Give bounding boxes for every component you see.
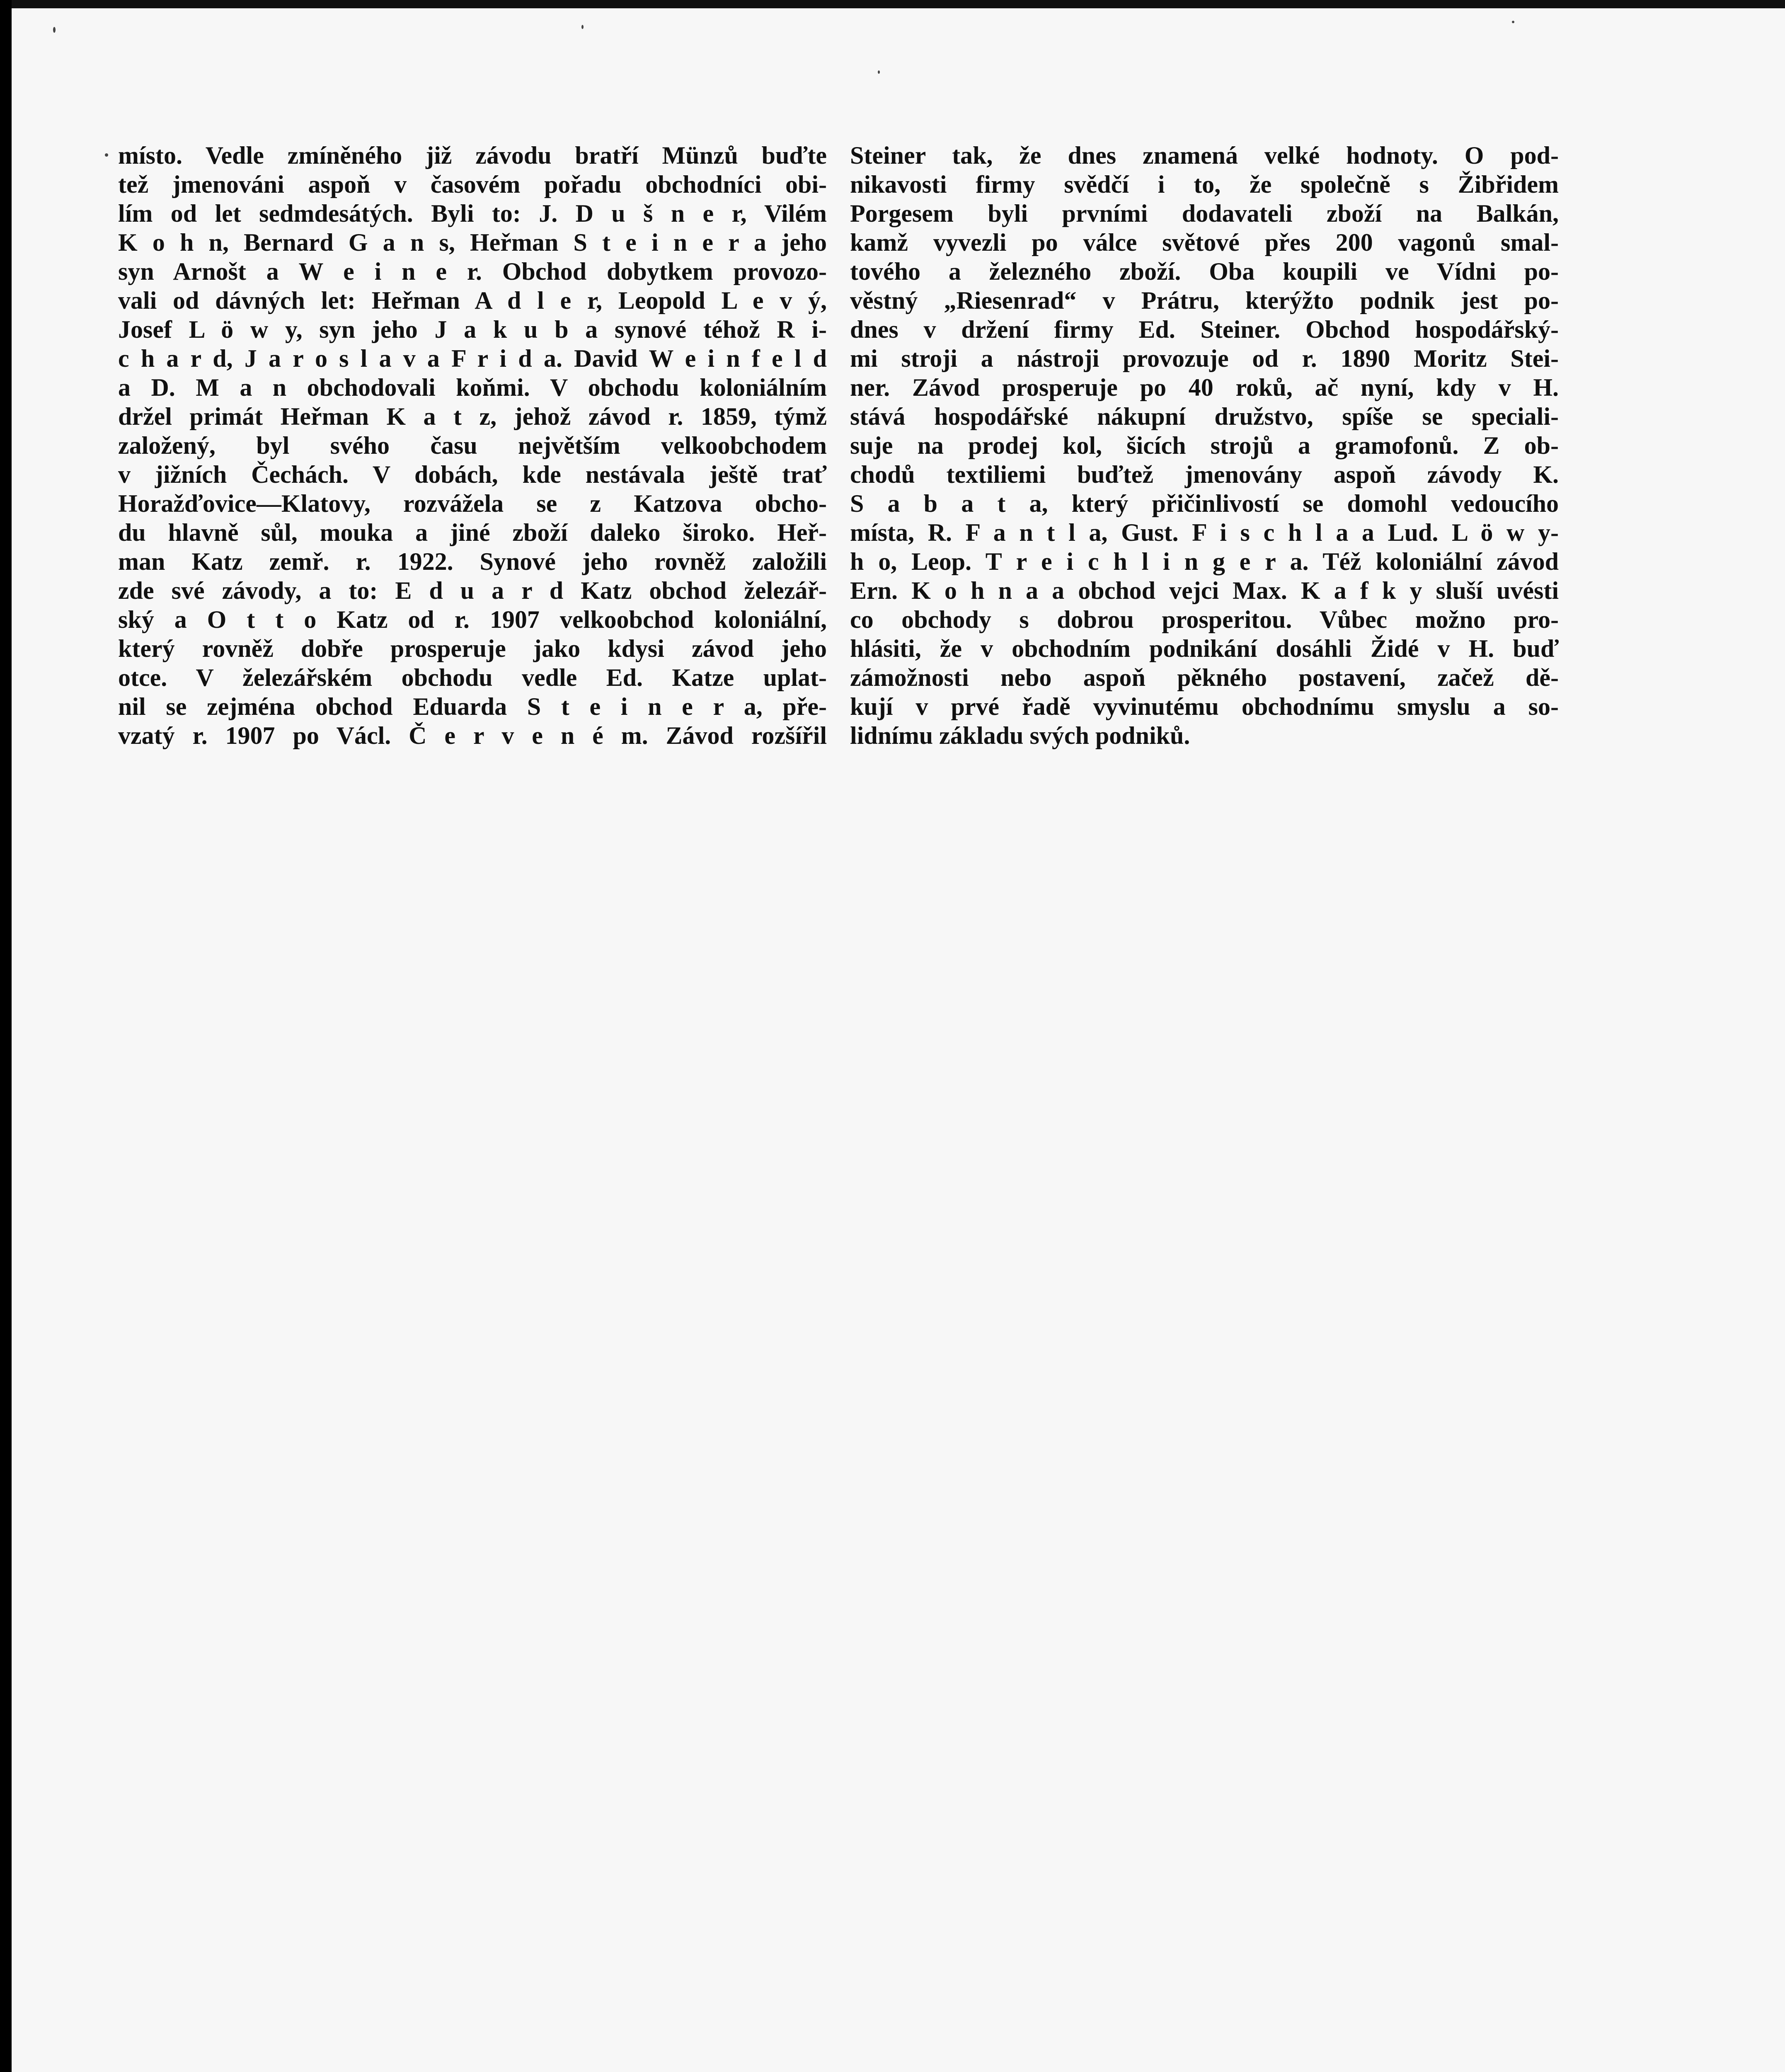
text-line: a D. M a n obchodovali koňmi. V obchodu koloniálním [118, 374, 827, 401]
text-line: věstný „Riesenrad“ v Prátru, kterýžto podnik jest po- [850, 287, 1559, 314]
scan-top-edge [0, 0, 1785, 8]
right-text-column [850, 141, 1559, 750]
text-line: zde své závody, a to: E d u a r d Katz obchod železář- [118, 577, 827, 604]
text-line: kují v prvé řadě vyvinutému obchodnímu smyslu a so- [850, 693, 1559, 720]
text-line: ský a O t t o Katz od r. 1907 velkoobchod koloniální, [118, 606, 827, 633]
text-line: K o h n, Bernard G a n s, Heřman S t e i n e r a jeho [118, 229, 827, 256]
text-line: Steiner tak, že dnes znamená velké hodnoty. O pod- [850, 142, 1559, 169]
text-line: lím od let sedmdesátých. Byli to: J. D u š n e r, Vilém [118, 200, 827, 227]
text-line: kamž vyvezli po válce světové přes 200 vagonů smal- [850, 229, 1559, 256]
text-line: chodů textiliemi buďtež jmenovány aspoň závody K. [850, 461, 1559, 488]
text-line: suje na prodej kol, šicích strojů a gramofonů. Z ob- [850, 432, 1559, 459]
text-line: Porgesem byli prvními dodavateli zboží na Balkán, [850, 200, 1559, 227]
text-line: S a b a t a, který přičinlivostí se domohl vedoucího [850, 490, 1559, 517]
text-line: vzatý r. 1907 po Václ. Č e r v e n é m. Závod rozšířil [118, 722, 827, 749]
scan-speck [53, 27, 56, 33]
text-line: hlásiti, že v obchodním podnikání dosáhli Židé v H. buď [850, 635, 1559, 662]
text-line: který rovněž dobře prosperuje jako kdysi závod jeho [118, 635, 827, 662]
text-line: v jižních Čechách. V dobách, kde nestávala ještě trať [118, 461, 827, 488]
scan-left-edge [0, 0, 12, 2072]
text-line: založený, byl svého času největším velkoobchodem [118, 432, 827, 459]
left-text-column [118, 141, 827, 750]
text-line: ner. Závod prosperuje po 40 roků, ač nyní, kdy v H. [850, 374, 1559, 401]
text-line: tež jmenováni aspoň v časovém pořadu obchodníci obi- [118, 171, 827, 198]
text-line: Josef L ö w y, syn jeho J a k u b a synové téhož R i- [118, 316, 827, 343]
text-line: stává hospodářské nákupní družstvo, spíše se speciali- [850, 403, 1559, 430]
text-line: mi stroji a nástroji provozuje od r. 1890 Moritz Stei- [850, 345, 1559, 372]
text-line: c h a r d, J a r o s l a v a F r i d a. David W e i n f e l d [118, 345, 827, 372]
text-line: man Katz zemř. r. 1922. Synové jeho rovněž založili [118, 548, 827, 575]
text-line: du hlavně sůl, mouka a jiné zboží daleko široko. Heř- [118, 519, 827, 546]
text-line: místa, R. F a n t l a, Gust. F i s c h l a a Lud. L ö w y- [850, 519, 1559, 546]
scan-speck [878, 70, 880, 74]
text-line: syn Arnošt a W e i n e r. Obchod dobytkem provozo- [118, 258, 827, 285]
text-line: otce. V železářském obchodu vedle Ed. Katze uplat- [118, 664, 827, 691]
text-line: Ern. K o h n a a obchod vejci Max. K a f k y sluší uvésti [850, 577, 1559, 604]
text-line: tového a železného zboží. Oba koupili ve Vídni po- [850, 258, 1559, 285]
text-line: Horažďovice—Klatovy, rozvážela se z Katzova obcho- [118, 490, 827, 517]
text-line: dnes v držení firmy Ed. Steiner. Obchod hospodářský- [850, 316, 1559, 343]
text-line: vali od dávných let: Heřman A d l e r, Leopold L e v ý, [118, 287, 827, 314]
scan-speck [1512, 21, 1514, 23]
text-line: lidnímu základu svých podniků. [850, 722, 1190, 749]
text-line: držel primát Heřman K a t z, jehož závod r. 1859, týmž [118, 403, 827, 430]
text-line: nikavosti firmy svědčí i to, že společně s Žibřidem [850, 171, 1559, 198]
text-line: místo. Vedle zmíněného již závodu bratří Münzů buďte [118, 142, 827, 169]
text-line: h o, Leop. T r e i c h l i n g e r a. Též koloniální závod [850, 548, 1559, 575]
text-line: nil se zejména obchod Eduarda S t e i n e r a, pře- [118, 693, 827, 720]
text-line: zámožnosti nebo aspoň pěkného postavení, začež dě- [850, 664, 1559, 691]
text-line: co obchody s dobrou prosperitou. Vůbec možno pro- [850, 606, 1559, 633]
scan-speck [581, 25, 584, 29]
scan-speck [105, 153, 108, 157]
